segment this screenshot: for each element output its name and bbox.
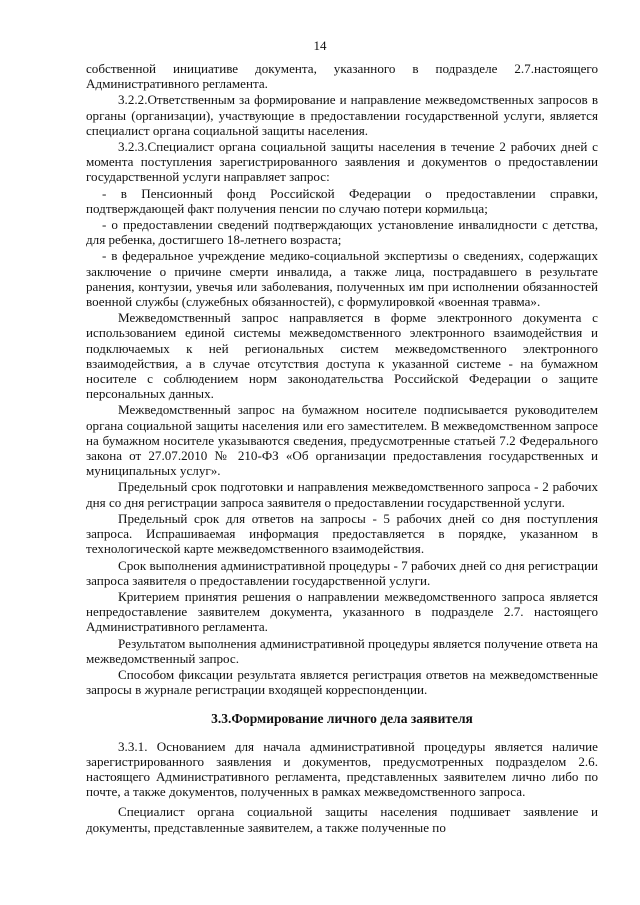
paragraph: собственной инициативе документа, указанного в подразделе 2.7.настоящего Административного регламента. [86, 61, 598, 92]
paragraph: - в федеральное учреждение медико-социальной экспертизы о сведениях, содержащих заключение о причине смерти инвалида, а также лица, пострадавшего в результате ранения, контузии, увечья или заболевания, полученных им при исполнении обязанностей военной службы (служебных обязанностей), с формулировкой «военная травма». [86, 248, 598, 310]
paragraph: - в Пенсионный фонд Российской Федерации о предоставлении справки, подтверждающей факт получения пенсии по случаю потери кормильца; [86, 185, 598, 216]
page-number: 14 [313, 38, 327, 53]
paragraph: 3.3.1. Основанием для начала административной процедуры является наличие зарегистрированного заявления и документов, предусмотренных подразделом 2.6. настоящего Административного регламента, представленных заявителем лично либо по почте, а также документов, полученных в рамках межведомственного запроса. [86, 738, 598, 800]
paragraph: Межведомственный запрос на бумажном носителе подписывается руководителем органа социальной защиты населения или его заместителем. В межведомственном запросе на бумажном носителе указываются сведения, предусмотренные статьей 7.2 Федерального закона от 27.07.2010 № 210-ФЗ «Об организации предоставления государственных и муниципальных услуг». [86, 402, 598, 479]
section-heading: 3.3.Формирование личного дела заявителя [211, 711, 473, 727]
document-body [86, 61, 598, 835]
paragraph: Межведомственный запрос направляется в форме электронного документа с использованием единой системы межведомственного электронного взаимодействия и подключаемых к ней региональных систем межведомственного электронного взаимодействия, а в случае отсутствия доступа к указанной системе - на бумажном носителе с соблюдением норм законодательства Российской Федерации о защите персональных данных. [86, 310, 598, 402]
paragraph: - о предоставлении сведений подтверждающих установление инвалидности с детства, для ребенка, достигшего 18-летнего возраста; [86, 217, 598, 248]
paragraph: Критерием принятия решения о направлении межведомственного запроса является непредоставление заявителем документа, указанного в подразделе 2.7. настоящего Административного регламента. [86, 588, 598, 635]
section-3-2-text [86, 61, 598, 697]
paragraph: 3.2.3.Специалист органа социальной защиты населения в течение 2 рабочих дней с момента поступления зарегистрированного заявления и документов о предоставлении государственной услуги направляет запрос: [86, 139, 598, 185]
paragraph: Предельный срок для ответов на запросы - 5 рабочих дней со дня поступления запроса. Испрашиваемая информация предоставляется в порядке, указанном в технологической карте межведомственного взаимодействия. [86, 510, 598, 557]
section-3-3-text [86, 739, 598, 835]
paragraph: Результатом выполнения административной процедуры является получение ответа на межведомственный запрос. [86, 635, 598, 666]
paragraph: Предельный срок подготовки и направления межведомственного запроса - 2 рабочих дня со дня регистрации запроса заявителя о предоставлении государственной услуги. [86, 479, 598, 510]
paragraph: Способом фиксации результата является регистрация ответов на межведомственные запросы в журнале регистрации входящей корреспонденции. [86, 666, 598, 698]
paragraph: Специалист органа социальной защиты населения подшивает заявление и документы, представленные заявителем, а также полученные по [86, 804, 598, 835]
paragraph: Срок выполнения административной процедуры - 7 рабочих дней со дня регистрации запроса заявителя о предоставлении государственной услуги. [86, 557, 598, 588]
paragraph: 3.2.2.Ответственным за формирование и направление межведомственных запросов в органы (организации), участвующие в предоставлении государственной услуги, является специалист органа социальной защиты населения. [86, 92, 598, 138]
